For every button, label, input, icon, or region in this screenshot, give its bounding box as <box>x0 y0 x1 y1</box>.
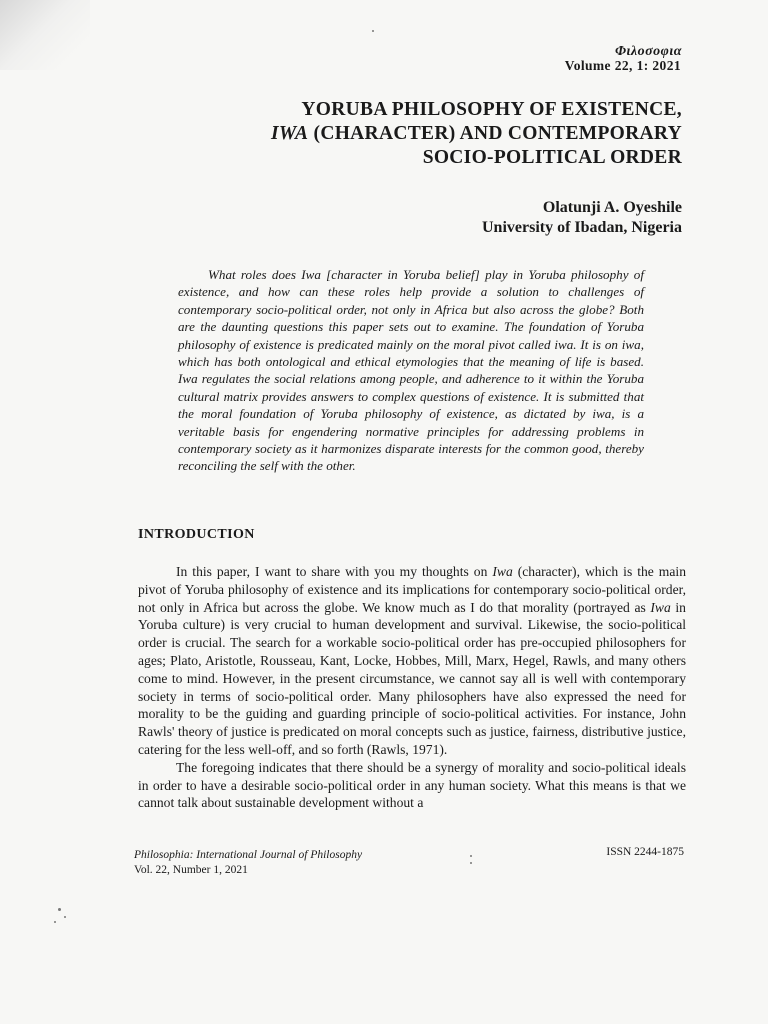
author-name: Olatunji A. Oyeshile <box>542 199 682 216</box>
footer-issn: ISSN 2244-1875 <box>606 846 684 858</box>
scan-speck <box>372 30 374 32</box>
scan-speck <box>64 916 66 918</box>
scan-speck <box>54 921 56 923</box>
author-affiliation: University of Ibadan, Nigeria <box>482 219 682 236</box>
title-line-1: YORUBA PHILOSOPHY OF EXISTENCE, <box>301 99 682 120</box>
footer-journal-info <box>134 848 362 878</box>
paragraph-1 <box>138 563 686 759</box>
title-line-3: SOCIO-POLITICAL ORDER <box>422 147 682 168</box>
scan-shadow <box>0 0 90 70</box>
volume-label: Volume 22, 1: 2021 <box>564 58 681 73</box>
introduction-heading: INTRODUCTION <box>138 527 255 542</box>
title-line-2 <box>122 122 682 146</box>
p1-text-c: in Yoruba culture) is very crucial to human development and survival. Likewise, the socio-political order is crucial. The search for a workable socio-political order has pre-occupied philosophers for ages; Plato, Aristotle, Rousseau, Kant, Locke, Hobbes, Mill, Marx, Hegel, Rawls, and many others come to mind. However, in the present circumstance, we cannot say all is well with contemporary society in terms of socio-political order. Many philosophers have also expressed the need for morality to be the guiding and guarding principle of socio-political activities. For instance, John Rawls' theory of justice is predicated on moral concepts such as justice, fairness, distributive justice, catering for the less well-off, and so forth (Rawls, 1971). <box>138 599 686 757</box>
title-line-2-rest: (CHARACTER) AND CONTEMPORARY <box>308 123 682 144</box>
scan-speck <box>470 862 472 864</box>
title-iwa: IWA <box>270 123 309 144</box>
p1-iwa-2: Iwa <box>650 599 671 615</box>
scan-speck <box>58 908 61 911</box>
footer-journal-name: Philosophia: International Journal of Philosophy <box>134 849 363 861</box>
p1-text-a: In this paper, I want to share with you my thoughts on <box>176 564 493 579</box>
footer-volume: Vol. 22, Number 1, 2021 <box>134 864 248 876</box>
abstract: What roles does Iwa [character in Yoruba belief] play in Yoruba philosophy of existence, and how can these roles help provide a solution to challenges of contemporary socio-political order, not only in Africa but also across the globe? Both are the daunting questions this paper sets out to examine. The foundation of Yoruba philosophy of existence is predicated mainly on the moral pivot called iwa. It is on iwa, which has both ontological and ethical etymologies that the meaning of life is based. Iwa regulates the social relations among people, and adherence to it within the Yoruba cultural matrix provides answers to complex questions of existence. It is submitted that the moral foundation of Yoruba philosophy of existence, as dictated by iwa, is a veritable basis for engendering normative principles for addressing problems in contemporary society as it harmonizes disparate interests for the common good, thereby reconciling the self with the other. <box>178 267 644 474</box>
p1-text-b: (character), which is the main pivot of Yoruba philosophy of existence and its implications for contemporary socio-political order, not only in Africa but across the globe. We know much as I do that morality (portrayed as <box>138 564 686 615</box>
p1-iwa-1: Iwa <box>492 564 513 579</box>
paragraph-2: The foregoing indicates that there should be a synergy of morality and socio-political ideals in order to have a desirable socio-political order in any human society. What this means is that we cannot talk about sustainable development without a <box>138 759 686 811</box>
scan-speck <box>470 855 472 857</box>
journal-name-greek: Φιλοσοφια <box>614 44 682 59</box>
article-title <box>122 98 682 170</box>
introduction-body <box>138 563 686 812</box>
author-block <box>482 198 682 238</box>
